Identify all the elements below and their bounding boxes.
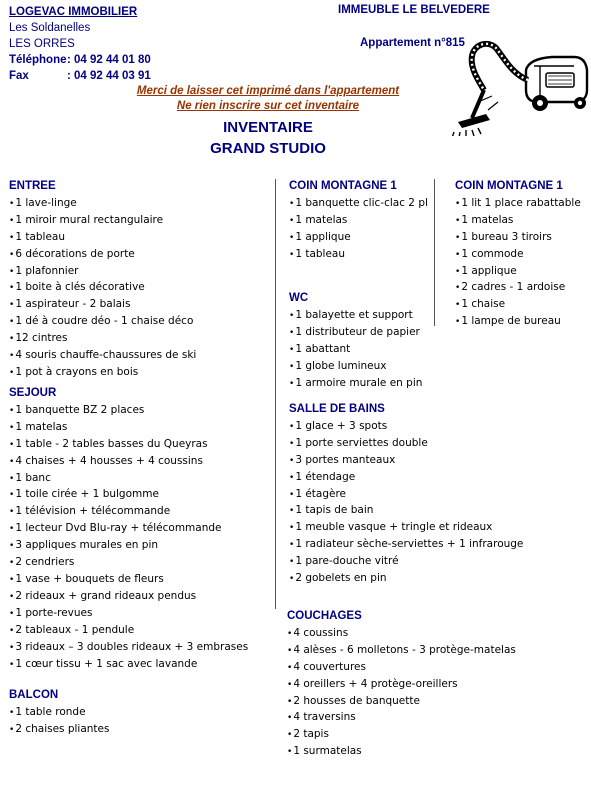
section-title: WC bbox=[289, 292, 309, 304]
list-item: • 3 appliques murales en pin bbox=[9, 538, 248, 555]
list-item: • 6 décorations de porte bbox=[9, 247, 196, 264]
list-item: • 2 gobelets en pin bbox=[289, 571, 523, 588]
list-item: • 1 matelas bbox=[455, 213, 581, 230]
list-item: • 1 distributeur de papier bbox=[289, 325, 422, 342]
section-coin-montagne-1b bbox=[455, 179, 581, 331]
list-item: • 1 lave-linge bbox=[9, 196, 196, 213]
section-title: COUCHAGES bbox=[287, 610, 362, 622]
section-title: COIN MONTAGNE 1 bbox=[289, 180, 397, 192]
section-entree bbox=[9, 179, 196, 382]
section-title: SEJOUR bbox=[9, 387, 57, 399]
agency-name: LOGEVAC IMMOBILIER bbox=[9, 6, 138, 18]
phone-number: : 04 92 44 01 80 bbox=[67, 54, 151, 66]
list-item: • 2 tableaux - 1 pendule bbox=[9, 623, 248, 640]
list-item: • 1 miroir mural rectangulaire bbox=[9, 213, 196, 230]
list-item: • 1 étendage bbox=[289, 470, 523, 487]
list-item: • 3 portes manteaux bbox=[289, 453, 523, 470]
list-item: • 1 commode bbox=[455, 247, 581, 264]
notice-do-not-write: Ne rien inscrire sur cet inventaire bbox=[176, 100, 360, 112]
section-coin-montagne-1a bbox=[289, 179, 428, 264]
agency-block bbox=[9, 4, 151, 84]
list-item: • 1 porte serviettes double bbox=[289, 436, 523, 453]
list-item: • 1 tapis de bain bbox=[289, 503, 523, 520]
list-item: • 1 lampe de bureau bbox=[455, 314, 581, 331]
list-item: • 1 table - 2 tables basses du Queyras bbox=[9, 437, 248, 454]
section-title: COIN MONTAGNE 1 bbox=[455, 180, 563, 192]
list-item: • 4 traversins bbox=[287, 710, 516, 727]
section-sejour bbox=[9, 386, 248, 673]
list-item: • 1 boite à clés décorative bbox=[9, 280, 196, 297]
section-title: SALLE DE BAINS bbox=[289, 403, 385, 415]
fax-label: Fax bbox=[9, 70, 29, 82]
section-balcon bbox=[9, 688, 109, 739]
list-item: • 1 banc bbox=[9, 471, 248, 488]
list-item: • 4 oreillers + 4 protège-oreillers bbox=[287, 677, 516, 694]
list-item: • 4 alèses - 6 molletons - 3 protège-matelas bbox=[287, 643, 516, 660]
list-item: • 1 applique bbox=[455, 264, 581, 281]
document-title: INVENTAIRE bbox=[223, 119, 313, 136]
list-item: • 1 radiateur sèche-serviettes + 1 infrarouge bbox=[289, 537, 523, 554]
list-item: • 1 porte-revues bbox=[9, 606, 248, 623]
list-item: • 1 tableau bbox=[9, 230, 196, 247]
list-item: • 1 aspirateur - 2 balais bbox=[9, 297, 196, 314]
list-item: • 4 coussins bbox=[287, 626, 516, 643]
list-item: • 4 souris chauffe-chaussures de ski bbox=[9, 348, 196, 365]
list-item: • 1 cœur tissu + 1 sac avec lavande bbox=[9, 657, 248, 674]
list-item: • 1 étagère bbox=[289, 487, 523, 504]
list-item: • 1 dé à coudre déo - 1 chaise déco bbox=[9, 314, 196, 331]
list-item: • 2 housses de banquette bbox=[287, 694, 516, 711]
column-divider-2 bbox=[434, 179, 435, 326]
notice-keep-document: Merci de laisser cet imprimé dans l'appartement bbox=[136, 85, 400, 97]
agency-phone bbox=[9, 52, 151, 68]
document-subtitle: GRAND STUDIO bbox=[210, 140, 326, 157]
agency-address-line-1: Les Soldanelles bbox=[9, 22, 91, 34]
list-item: • 1 surmatelas bbox=[287, 744, 516, 761]
section-wc bbox=[289, 291, 422, 392]
apartment-number: Appartement n°815 bbox=[360, 37, 465, 49]
agency-fax bbox=[9, 68, 151, 84]
list-item: • 2 tapis bbox=[287, 727, 516, 744]
section-salle-de-bains bbox=[289, 402, 523, 588]
list-item: • 1 table ronde bbox=[9, 705, 109, 722]
section-title: ENTREE bbox=[9, 180, 56, 192]
list-item: • 2 chaises pliantes bbox=[9, 722, 109, 739]
list-item: • 1 glace + 3 spots bbox=[289, 419, 523, 436]
list-item: • 1 tableau bbox=[289, 247, 428, 264]
list-item: • 1 vase + bouquets de fleurs bbox=[9, 572, 248, 589]
agency-address-line-2: LES ORRES bbox=[9, 38, 75, 50]
list-item: • 1 bureau 3 tiroirs bbox=[455, 230, 581, 247]
list-item: • 1 toile cirée + 1 bulgomme bbox=[9, 487, 248, 504]
section-couchages bbox=[287, 609, 516, 761]
list-item: • 4 couvertures bbox=[287, 660, 516, 677]
list-item: • 1 matelas bbox=[9, 420, 248, 437]
list-item: • 1 chaise bbox=[455, 297, 581, 314]
list-item: • 1 banquette BZ 2 places bbox=[9, 403, 248, 420]
list-item: • 3 rideaux – 3 doubles rideaux + 3 embrases bbox=[9, 640, 248, 657]
list-item: • 1 balayette et support bbox=[289, 308, 422, 325]
list-item: • 1 banquette clic-clac 2 pl bbox=[289, 196, 428, 213]
list-item: • 1 plafonnier bbox=[9, 264, 196, 281]
list-item: • 1 matelas bbox=[289, 213, 428, 230]
list-item: • 2 cendriers bbox=[9, 555, 248, 572]
list-item: • 1 applique bbox=[289, 230, 428, 247]
list-item: • 1 globe lumineux bbox=[289, 359, 422, 376]
list-item: • 1 pare-douche vitré bbox=[289, 554, 523, 571]
list-item: • 1 meuble vasque + tringle et rideaux bbox=[289, 520, 523, 537]
list-item: • 1 lit 1 place rabattable bbox=[455, 196, 581, 213]
list-item: • 2 cadres - 1 ardoise bbox=[455, 280, 581, 297]
section-title: BALCON bbox=[9, 689, 59, 701]
list-item: • 1 télévision + télécommande bbox=[9, 504, 248, 521]
building-name: IMMEUBLE LE BELVEDERE bbox=[338, 4, 490, 16]
list-item: • 1 lecteur Dvd Blu-ray + télécommande bbox=[9, 521, 248, 538]
list-item: • 2 rideaux + grand rideaux pendus bbox=[9, 589, 248, 606]
vacuum-cleaner-icon bbox=[448, 40, 591, 136]
column-divider-1 bbox=[275, 179, 276, 609]
list-item: • 4 chaises + 4 housses + 4 coussins bbox=[9, 454, 248, 471]
list-item: • 1 pot à crayons en bois bbox=[9, 365, 196, 382]
phone-label: Téléphone bbox=[9, 54, 67, 66]
fax-number: : 04 92 44 03 91 bbox=[67, 70, 151, 82]
list-item: • 1 abattant bbox=[289, 342, 422, 359]
list-item: • 1 armoire murale en pin bbox=[289, 376, 422, 393]
list-item: • 12 cintres bbox=[9, 331, 196, 348]
